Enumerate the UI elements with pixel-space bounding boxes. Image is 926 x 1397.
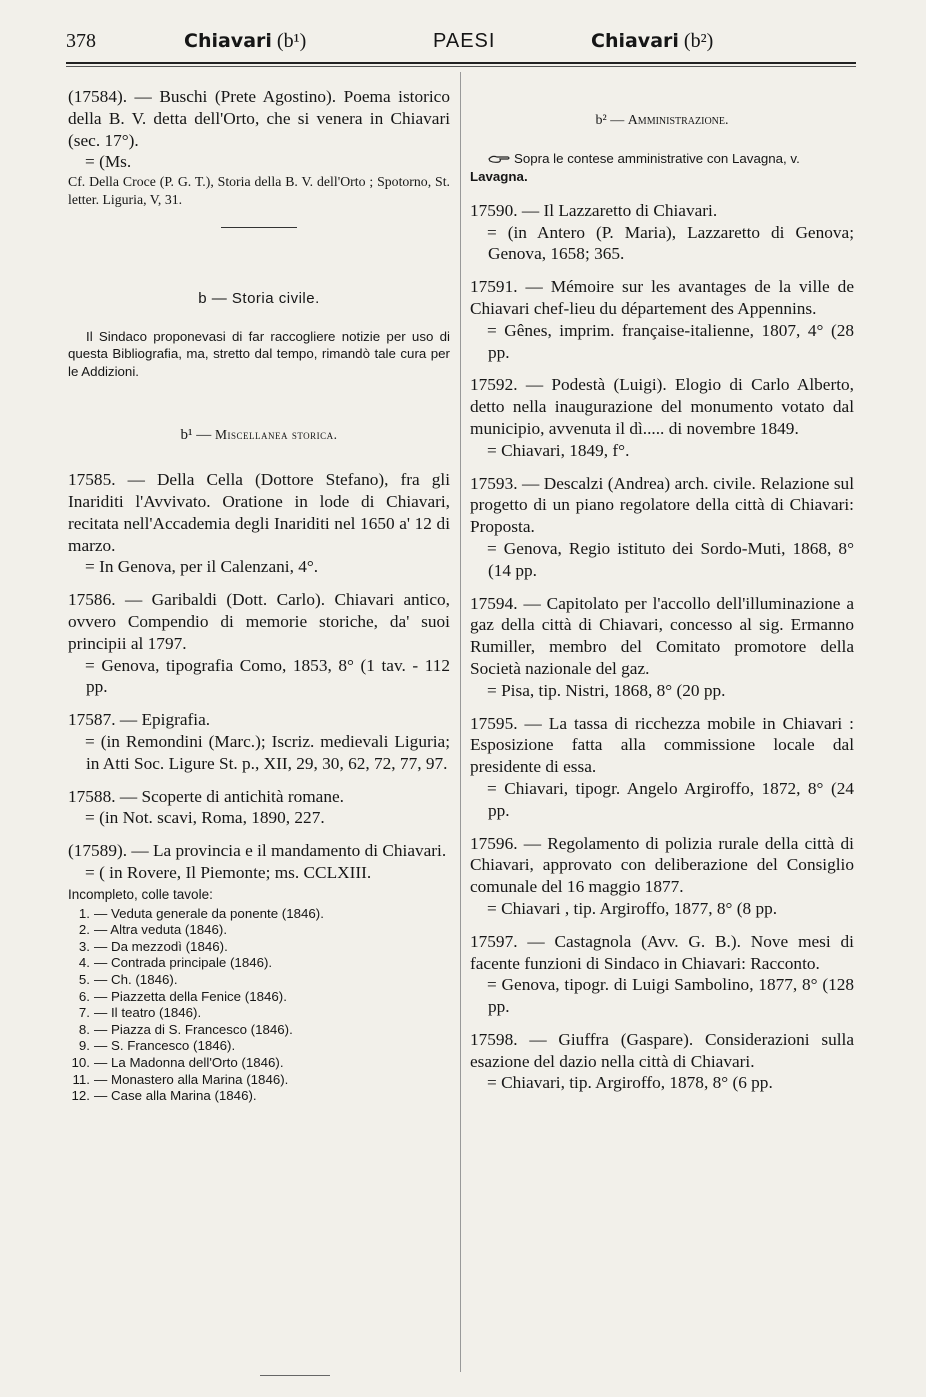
subsection-dash: — <box>196 427 212 444</box>
entry-imprint: = (Ms. <box>85 152 132 172</box>
entry-number: 17590. <box>470 200 518 220</box>
plates-list <box>68 906 450 1105</box>
section-note: Il Sindaco proponevasi di far raccogliere notizie per uso di questa Bibliografia, ma, stretto dal tempo, rimandò tale cura per le Addizioni. <box>68 328 450 379</box>
entry-17598 <box>470 1029 854 1094</box>
entry-17587 <box>68 709 450 774</box>
plate-item <box>68 922 450 939</box>
plate-item <box>68 972 450 989</box>
entry-imprint: = Genova, tipogr. di Luigi Sambolino, 1877, 8° (128 pp. <box>487 975 854 1017</box>
entry-17589 <box>68 840 450 1105</box>
entry-text: — Podestà (Luigi). Elogio di Carlo Alberto, detto nella inaugurazione del monumento votato dal municipio, avvenuta il dì..... di novembre 1849. <box>470 375 854 438</box>
column-divider <box>460 72 461 1372</box>
entry-17596 <box>470 833 854 920</box>
section-title-storia-civile: b — Storia civile. <box>198 290 320 308</box>
entry-17590 <box>470 200 854 265</box>
header-left-section: (b¹) <box>276 30 307 52</box>
note-text: Sopra le contese amministrative con Lavagna, v. <box>514 150 800 166</box>
entry-body <box>68 589 450 654</box>
entry-17585 <box>68 469 450 578</box>
entry-text: — La tassa di ricchezza mobile in Chiavari : Esposizione fatta alla commissione locale dal presidente di essa. <box>470 713 854 777</box>
plate-number: 7. <box>78 1005 90 1021</box>
running-header <box>66 30 856 64</box>
incomplete-label: Incompleto, colle tavole: <box>68 886 213 902</box>
entry-number: 17587. <box>68 710 116 730</box>
entry-17591 <box>470 276 854 363</box>
plate-title: — Altra veduta (1846). <box>94 922 228 938</box>
subsection-code: b² <box>595 113 607 128</box>
header-right-place: Chiavari <box>591 30 679 52</box>
entry-17597 <box>470 931 854 1018</box>
plate-item <box>68 1088 450 1105</box>
plate-number: 9. <box>78 1038 90 1054</box>
plate-item <box>68 1055 450 1072</box>
entry-17593 <box>470 473 854 582</box>
plate-number: 2. <box>78 922 90 938</box>
entry-text: — Regolamento di polizia rurale della città di Chiavari, approvato con deliberazione del Consiglio comunale del 16 maggio 1877. <box>470 833 854 897</box>
header-left-title <box>184 30 306 53</box>
entry-number: 17594. <box>470 593 518 613</box>
entry-number: 17585. <box>68 470 116 490</box>
plate-item <box>68 939 450 956</box>
plate-item <box>68 906 450 923</box>
entry-body <box>470 593 854 680</box>
plate-title: — Piazzetta della Fenice (1846). <box>94 988 287 1004</box>
entry-number: 17591. <box>470 277 518 297</box>
left-column <box>68 86 450 1116</box>
header-center-title: PAESI <box>433 30 496 52</box>
entry-body <box>470 1029 854 1073</box>
entry-body <box>68 709 450 731</box>
plate-number: 3. <box>78 938 90 954</box>
plate-item <box>68 1038 450 1055</box>
entry-17584 <box>68 86 450 209</box>
entry-imprint: = Genova, tipografia Como, 1853, 8° (1 tav. - 112 pp. <box>85 655 450 697</box>
entry-17588 <box>68 786 450 830</box>
plate-item <box>68 1005 450 1022</box>
header-right-title <box>591 30 713 53</box>
plate-title: — Case alla Marina (1846). <box>94 1088 257 1104</box>
entry-number: 17596. <box>470 833 518 853</box>
plate-item <box>68 1022 450 1039</box>
entry-17595 <box>470 713 854 822</box>
entry-imprint: = Chiavari, 1849, f°. <box>487 440 630 460</box>
plate-title: — Da mezzodì (1846). <box>94 938 228 954</box>
entry-number: 17586. <box>68 590 116 610</box>
entry-text: — Scoperte di antichità romane. <box>119 786 344 806</box>
bottom-separator <box>260 1375 330 1376</box>
entry-text: — Castagnola (Avv. G. B.). Nove mesi di facente funzioni di Sindaco in Chiavari: Racconto. <box>470 931 854 973</box>
entry-number: 17598. <box>470 1029 518 1049</box>
entry-text: — Della Cella (Dottore Stefano), fra gli Inariditi l'Avvivato. Oratione in lode di Chiavari, recitata nell'Accademia degli Inariditi nel 1650 a' 12 di marzo. <box>68 470 450 555</box>
entry-imprint: = Gênes, imprim. française-italienne, 1807, 4° (28 pp. <box>487 320 854 362</box>
page-number: 378 <box>66 30 96 52</box>
entry-imprint: = (in Antero (P. Maria), Lazzaretto di Genova; Genova, 1658; 365. <box>487 222 854 264</box>
entry-imprint: = (in Remondini (Marc.); Iscriz. medievali Liguria; in Atti Soc. Ligure St. p., XII, 29, 30, 62, 72, 77, 97. <box>85 732 450 773</box>
entry-text: — Garibaldi (Dott. Carlo). Chiavari antico, ovvero Compendio di memorie storiche, da' suoi principii al 1797. <box>68 590 450 653</box>
entry-17594 <box>470 593 854 702</box>
entry-imprint: = In Genova, per il Calenzani, 4°. <box>85 557 319 577</box>
entry-text: — La provincia e il mandamento di Chiavari. <box>131 841 447 861</box>
subsection-title-b1 <box>68 424 450 447</box>
entry-body <box>470 473 854 538</box>
administration-note <box>470 150 854 186</box>
subsection-name: Amministrazione. <box>627 113 729 128</box>
entry-text: — Descalzi (Andrea) arch. civile. Relazione sul progetto di un piano regolatore della città di Chiavari: Proposta. <box>470 473 855 537</box>
entry-text: — Il Lazzaretto di Chiavari. <box>521 200 718 220</box>
cross-reference-link[interactable]: Lavagna. <box>470 168 528 184</box>
header-rule <box>66 62 856 64</box>
plate-number: 11. <box>72 1071 90 1087</box>
plate-number: 1. <box>78 905 90 921</box>
plate-title: — S. Francesco (1846). <box>94 1038 236 1054</box>
plate-title: — La Madonna dell'Orto (1846). <box>94 1054 284 1070</box>
plate-number: 5. <box>78 972 90 987</box>
pointing-hand-icon <box>488 154 510 164</box>
entry-body <box>68 469 450 556</box>
subsection-code: b¹ <box>180 427 193 444</box>
cross-reference: Cf. Della Croce (P. G. T.), Storia della B. V. dell'Orto ; Spotorno, St. letter. Liguria, V, 31. <box>68 174 450 208</box>
entry-imprint: = (in Not. scavi, Roma, 1890, 227. <box>85 808 325 828</box>
plate-item <box>68 955 450 972</box>
plate-title: — Monastero alla Marina (1846). <box>94 1071 289 1087</box>
header-left-place: Chiavari <box>184 30 272 52</box>
entry-text: (17584). — Buschi (Prete Agostino). Poema istorico della B. V. detta dell'Orto, che si venera in Chiavari (sec. 17°). <box>68 87 450 150</box>
subsection-title-b2 <box>470 110 854 132</box>
entry-number: 17595. <box>470 713 518 733</box>
section-separator <box>221 227 297 228</box>
plate-title: — Veduta generale da ponente (1846). <box>94 905 324 921</box>
entry-17592 <box>470 374 854 461</box>
header-right-section: (b²) <box>683 30 714 52</box>
entry-number: 17593. <box>470 473 518 493</box>
plate-number: 8. <box>78 1021 90 1037</box>
plate-title: — Il teatro (1846). <box>94 1005 202 1021</box>
plate-number: 6. <box>78 988 90 1004</box>
right-entries <box>470 200 854 1094</box>
plate-number: 4. <box>78 955 90 971</box>
entry-text: — Epigrafia. <box>119 710 211 730</box>
entry-imprint: = Genova, Regio istituto dei Sordo-Muti, 1868, 8° (14 pp. <box>487 538 854 580</box>
entry-17586 <box>68 589 450 698</box>
header-rule-thin <box>66 66 856 67</box>
entry-number: 17588. <box>68 786 116 806</box>
entry-number: (17589). <box>68 841 128 861</box>
entry-body <box>470 931 854 975</box>
subsection-dash: — <box>610 113 625 128</box>
entry-body <box>470 200 854 222</box>
entry-number: 17597. <box>470 931 518 951</box>
entry-imprint: = Chiavari, tipogr. Angelo Argiroffo, 1872, 8° (24 pp. <box>487 778 854 820</box>
entry-text: — Capitolato per l'accollo dell'illuminazione a gaz della città di Chiavari, concesso al sig. Ermanno Rumiller, membro del Comitato promotore della Società nazionale del gaz. <box>470 593 854 678</box>
plate-title: — Piazza di S. Francesco (1846). <box>94 1021 293 1037</box>
entry-text: — Mémoire sur les avantages de la ville de Chiavari chef-lieu du département des Appennins. <box>470 277 854 318</box>
plate-title: — Contrada principale (1846). <box>94 955 273 971</box>
entry-body <box>470 276 854 320</box>
plate-number: 10. <box>71 1054 90 1070</box>
plate-title: — Ch. (1846). <box>94 972 178 987</box>
entry-text: — Giuffra (Gaspare). Considerazioni sulla esazione del dazio nella città di Chiavari. <box>470 1029 855 1071</box>
entry-body <box>68 786 450 808</box>
entry-imprint: = Pisa, tip. Nistri, 1868, 8° (20 pp. <box>487 680 726 700</box>
right-column <box>470 86 854 1105</box>
plate-item <box>68 1072 450 1089</box>
entry-body <box>470 374 854 439</box>
entry-number: 17592. <box>470 375 518 395</box>
entry-body <box>470 833 854 898</box>
subsection-name: Miscellanea storica. <box>214 427 338 443</box>
entry-body <box>68 840 450 862</box>
entry-body <box>470 713 854 778</box>
plate-item <box>68 989 450 1006</box>
plate-number: 12. <box>71 1088 90 1104</box>
entry-imprint: = Chiavari , tip. Argiroffo, 1877, 8° (8 pp. <box>487 898 778 918</box>
entry-imprint: = Chiavari, tip. Argiroffo, 1878, 8° (6 pp. <box>487 1073 773 1093</box>
entry-imprint: = ( in Rovere, Il Piemonte; ms. CCLXIII. <box>85 863 372 883</box>
